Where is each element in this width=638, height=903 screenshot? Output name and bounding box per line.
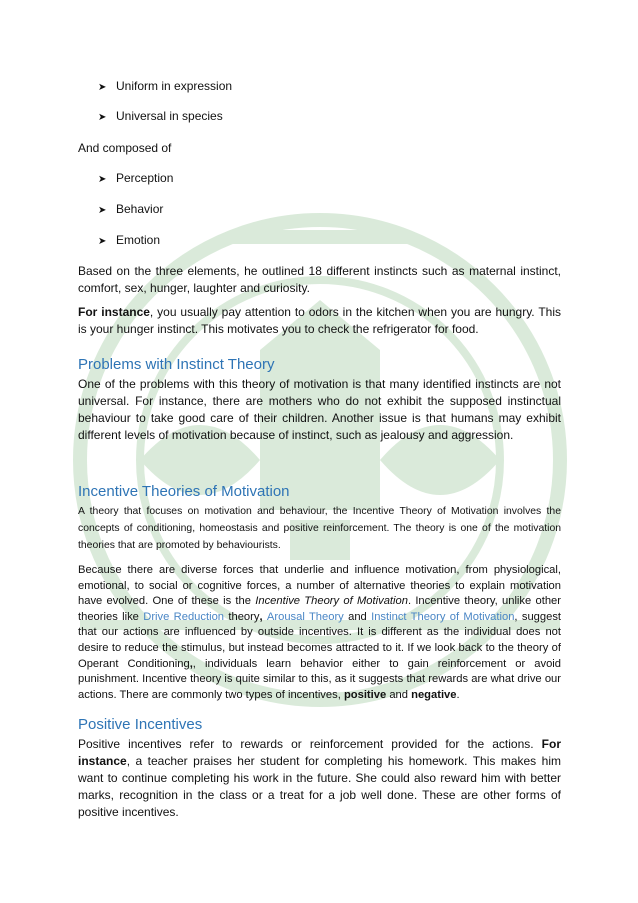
bullet-emotion: ➤ Emotion bbox=[98, 233, 161, 247]
heading-positive-incentives: Positive Incentives bbox=[78, 716, 203, 733]
bullet-behavior: ➤ Behavior bbox=[98, 202, 164, 216]
arrowhead-bullet-icon: ➤ bbox=[98, 236, 107, 247]
link-drive-reduction[interactable]: Drive Reduction bbox=[143, 610, 225, 623]
bullet-universal: ➤ Universal in species bbox=[98, 109, 223, 123]
paragraph-three-elements: Based on the three elements, he outlined 18 different instincts such as maternal instinct, comfort, sex, hunger, laughter and curiosity. bbox=[78, 264, 561, 295]
bullet-uniform: ➤ Uniform in expression bbox=[98, 79, 233, 93]
arrowhead-bullet-icon: ➤ bbox=[98, 174, 107, 185]
paragraph-diverse-forces: Because there are diverse forces that underlie and influence motivation, from physiological, emotional, to social or cognitive forces, a number of alternative theories to explain motivation have evolved. One of these is the Incentive Theory of Motivation. Incentive theory, unlike other theories like Drive Reduction theory, Arousal Theory and Instinct Theory of Motivation, suggest that our actions are influenced by outside incentives. It is different as the individual does not desire to reduce the stimulus, but instead becomes attracted to it. If we look back to the theory of Operant Conditioning,, individuals learn behavior either to gain reinforcement or avoid punishment. Incentive theory is quite similar to this, as it suggests that rewards are what drive our actions. There are commonly two types of incentives, positive and negative. bbox=[78, 564, 562, 701]
arrowhead-bullet-icon: ➤ bbox=[98, 112, 107, 123]
link-arousal-theory[interactable]: Arousal Theory bbox=[266, 610, 344, 623]
paragraph-positive-incentives: Positive incentives refer to rewards or reinforcement provided for the actions. For instance, a teacher praises her student for completing his homework. This makes him want to continue completing his work in the future. She could also reward him with better marks, recognition in the class or a treat for a job well done. These are other forms of positive incentives. bbox=[78, 737, 561, 819]
link-instinct-theory[interactable]: Instinct Theory of Motivation bbox=[371, 610, 515, 623]
paragraph-incentive-intro: A theory that focuses on motivation and behaviour, the Incentive Theory of Motivation involves the concepts of conditioning, homeostasis and positive reinforcement. The theory is one of the motivation theories that are promoted by behaviourists. bbox=[78, 506, 561, 551]
heading-incentive-theories: Incentive Theories of Motivation bbox=[78, 483, 290, 500]
bullet-perception: ➤ Perception bbox=[98, 171, 174, 185]
arrowhead-bullet-icon: ➤ bbox=[98, 205, 107, 216]
paragraph-problems: One of the problems with this theory of motivation is that many identified instincts are not universal. For instance, there are mothers who do not exhibit the supposed instinctual behaviour to take good care of their children. Another issue is that humans may exhibit different levels of motivation because of instinct, such as jealousy and aggression. bbox=[78, 377, 561, 442]
heading-problems-instinct: Problems with Instinct Theory bbox=[78, 356, 275, 373]
arrowhead-bullet-icon: ➤ bbox=[98, 82, 107, 93]
composed-of-text: And composed of bbox=[78, 141, 172, 155]
paragraph-for-instance-hunger: For instance, you usually pay attention to odors in the kitchen when you are hungry. This is your hunger instinct. This motivates you to check the refrigerator for food. bbox=[78, 305, 561, 336]
